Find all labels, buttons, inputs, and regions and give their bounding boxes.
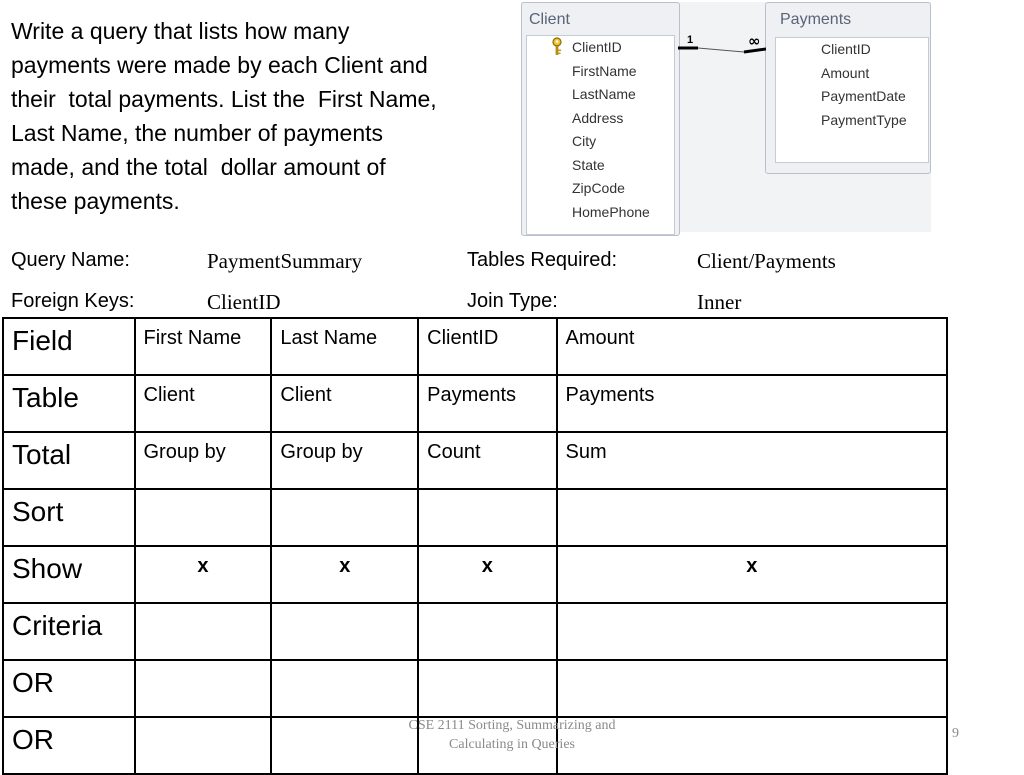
grid-row-field bbox=[3, 318, 947, 375]
prompt-line: made, and the total dollar amount of bbox=[11, 154, 386, 180]
grid-cell[interactable]: ClientID bbox=[418, 318, 556, 375]
client-field-label: ZipCode bbox=[572, 180, 625, 196]
client-field-label: Address bbox=[572, 109, 624, 126]
client-table[interactable] bbox=[521, 2, 680, 236]
client-field-label: State bbox=[572, 156, 605, 173]
grid-cell[interactable]: Count bbox=[418, 432, 556, 489]
tables-required-label: Tables Required: bbox=[467, 249, 618, 271]
prompt-line: their total payments. List the First Name, bbox=[11, 86, 437, 112]
grid-cell[interactable]: Sum bbox=[557, 432, 948, 489]
client-field-label: HomePhone bbox=[572, 203, 650, 220]
grid-cell[interactable] bbox=[135, 660, 272, 717]
show-checkbox[interactable]: x bbox=[135, 546, 272, 603]
grid-cell[interactable] bbox=[271, 603, 418, 660]
grid-cell[interactable] bbox=[557, 489, 948, 546]
client-field-label: ClientID bbox=[572, 39, 622, 55]
payments-field-list bbox=[775, 37, 929, 163]
prompt-line: these payments. bbox=[11, 188, 180, 214]
row-label: OR bbox=[3, 717, 135, 774]
grid-cell[interactable]: Amount bbox=[557, 318, 948, 375]
payments-table[interactable] bbox=[765, 2, 931, 174]
client-field-label: FirstName bbox=[572, 62, 637, 79]
payments-field-amount[interactable] bbox=[776, 62, 928, 86]
client-field-city[interactable] bbox=[527, 130, 674, 154]
grid-row-show bbox=[3, 546, 947, 603]
payments-field-paymenttype[interactable] bbox=[776, 109, 928, 133]
payments-field-label: Amount bbox=[821, 64, 870, 81]
client-field-state[interactable] bbox=[527, 154, 674, 178]
show-checkbox[interactable]: x bbox=[271, 546, 418, 603]
payments-field-label: PaymentDate bbox=[821, 88, 906, 104]
grid-cell[interactable] bbox=[557, 660, 948, 717]
join-type-value: Inner bbox=[697, 290, 742, 314]
grid-cell[interactable] bbox=[135, 603, 272, 660]
grid-row-table bbox=[3, 375, 947, 432]
query-name-label: Query Name: bbox=[11, 249, 130, 271]
tables-required-value: Client/Payments bbox=[697, 249, 836, 273]
grid-cell[interactable] bbox=[271, 660, 418, 717]
grid-row-criteria bbox=[3, 603, 947, 660]
payments-field-label: ClientID bbox=[821, 41, 871, 57]
grid-cell[interactable]: Payments bbox=[418, 375, 556, 432]
show-checkbox[interactable]: x bbox=[557, 546, 948, 603]
relationship-line[interactable] bbox=[678, 32, 766, 56]
one-side-label: 1 bbox=[687, 34, 694, 46]
grid-cell[interactable] bbox=[418, 489, 556, 546]
foreign-keys-label: Foreign Keys: bbox=[11, 290, 135, 312]
row-label: Show bbox=[3, 546, 135, 603]
grid-cell[interactable]: Group by bbox=[135, 432, 272, 489]
query-design-grid bbox=[2, 317, 948, 775]
client-field-address[interactable] bbox=[527, 107, 674, 131]
footer-line: CSE 2111 Sorting, Summarizing and bbox=[408, 718, 616, 733]
prompt-line: payments were made by each Client and bbox=[11, 52, 428, 78]
grid-cell[interactable]: Payments bbox=[557, 375, 948, 432]
payments-field-paymentdate[interactable] bbox=[776, 85, 928, 109]
prompt-line: Last Name, the number of payments bbox=[11, 120, 384, 146]
payments-table-title: Payments bbox=[780, 11, 852, 28]
grid-cell[interactable] bbox=[135, 489, 272, 546]
client-field-label: LastName bbox=[572, 86, 636, 102]
client-field-homephone[interactable] bbox=[527, 201, 674, 225]
row-label: Criteria bbox=[3, 603, 135, 660]
client-field-zipcode[interactable] bbox=[527, 177, 674, 201]
show-checkbox[interactable]: x bbox=[418, 546, 556, 603]
client-field-clientid[interactable] bbox=[527, 36, 674, 60]
client-field-firstname[interactable] bbox=[527, 60, 674, 84]
join-type-label: Join Type: bbox=[467, 290, 558, 312]
many-side-label: ∞ bbox=[748, 32, 761, 50]
grid-cell[interactable]: Client bbox=[135, 375, 272, 432]
primary-key-icon bbox=[551, 37, 563, 57]
prompt-line: Write a query that lists how many bbox=[11, 18, 350, 44]
grid-cell[interactable] bbox=[418, 603, 556, 660]
payments-field-label: PaymentType bbox=[821, 111, 907, 128]
grid-row-total bbox=[3, 432, 947, 489]
grid-cell[interactable]: First Name bbox=[135, 318, 272, 375]
slide-footer bbox=[362, 716, 662, 754]
query-name-value: PaymentSummary bbox=[207, 249, 363, 273]
payments-field-clientid[interactable] bbox=[776, 38, 928, 62]
page-number: 9 bbox=[952, 726, 959, 741]
row-label: Table bbox=[3, 375, 135, 432]
grid-cell[interactable] bbox=[418, 660, 556, 717]
grid-cell[interactable] bbox=[557, 603, 948, 660]
grid-cell[interactable] bbox=[135, 717, 272, 774]
grid-cell[interactable]: Group by bbox=[271, 432, 418, 489]
client-field-label: City bbox=[572, 133, 597, 149]
grid-cell[interactable]: Last Name bbox=[271, 318, 418, 375]
client-field-list bbox=[526, 35, 675, 235]
client-table-title: Client bbox=[529, 11, 570, 28]
grid-cell[interactable]: Client bbox=[271, 375, 418, 432]
row-label: OR bbox=[3, 660, 135, 717]
question-prompt bbox=[11, 14, 511, 218]
row-label: Total bbox=[3, 432, 135, 489]
row-label: Field bbox=[3, 318, 135, 375]
grid-cell[interactable] bbox=[271, 489, 418, 546]
grid-row-sort bbox=[3, 489, 947, 546]
relationship-diagram bbox=[521, 2, 931, 232]
footer-line: Calculating in Queries bbox=[449, 737, 575, 752]
foreign-keys-value: ClientID bbox=[207, 290, 281, 314]
grid-row-or bbox=[3, 660, 947, 717]
client-field-lastname[interactable] bbox=[527, 83, 674, 107]
row-label: Sort bbox=[3, 489, 135, 546]
